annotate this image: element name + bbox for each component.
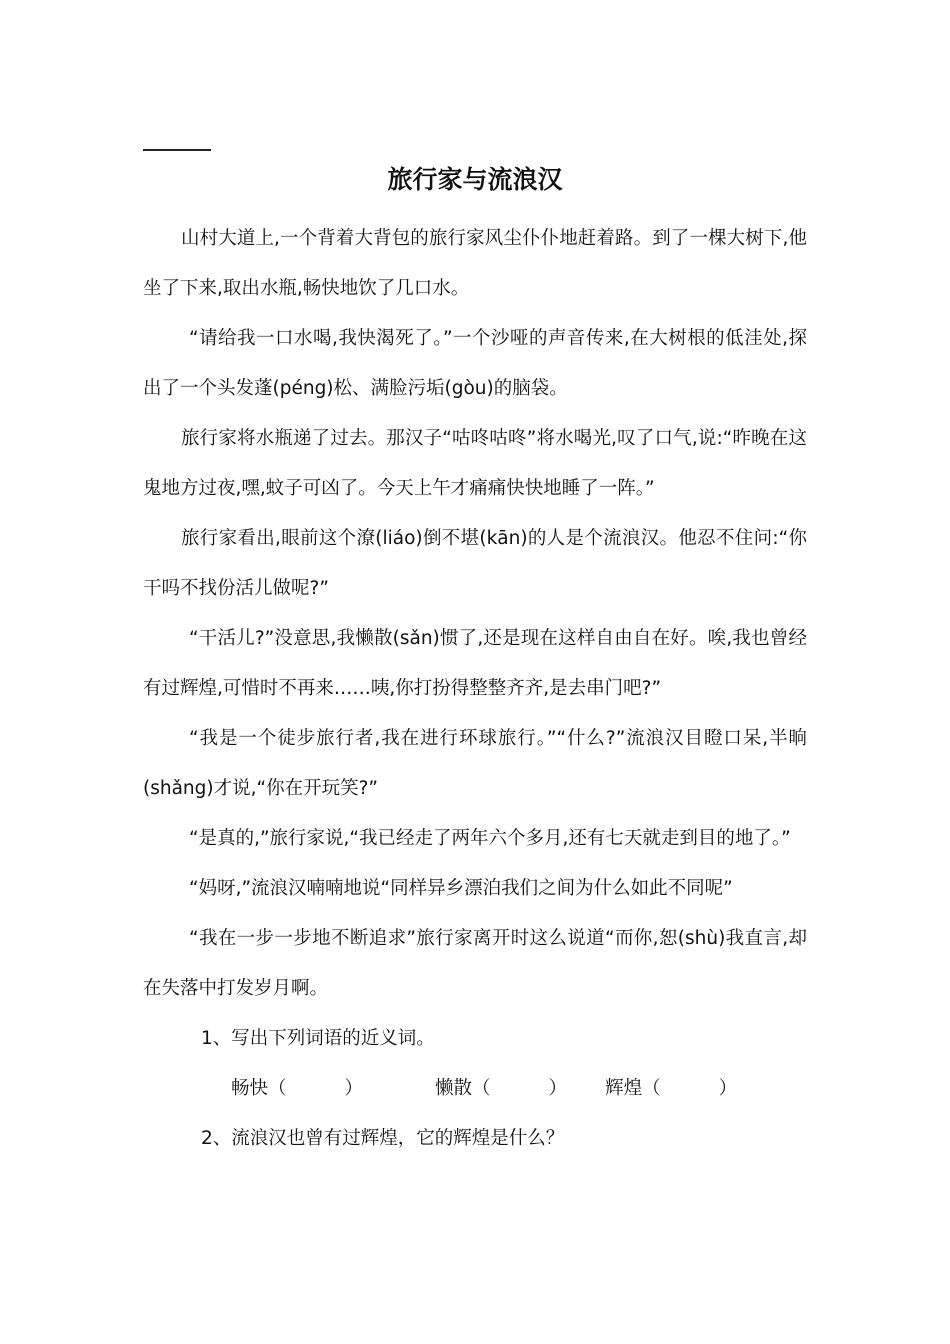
header-rule bbox=[143, 149, 211, 151]
paragraph-5: “干活儿?”没意思,我懒散(sǎn)惯了,还是现在这样自由自在好。唉,我也曾经有过辉煌,可惜时不再来……咦,你打扮得整整齐齐,是去串门吧?” bbox=[143, 628, 807, 699]
vocab-word: 辉煌（ bbox=[605, 1078, 661, 1099]
vocab-row bbox=[143, 1064, 807, 1114]
document-body bbox=[143, 214, 807, 1164]
paragraph-8: “妈呀,”流浪汉喃喃地说“同样异乡漂泊我们之间为什么如此不同呢” bbox=[189, 878, 733, 899]
paragraph-4: 旅行家看出,眼前这个潦(liáo)倒不堪(kān)的人是个流浪汉。他忍不住问:“你干吗不找份活儿做呢?” bbox=[143, 528, 807, 599]
paragraph-6: “我是一个徒步旅行者,我在进行环球旅行。”“什么?”流浪汉目瞪口呆,半晌(shǎng)才说,“你在开玩笑?” bbox=[143, 728, 807, 799]
vocab-word: 畅快（ bbox=[231, 1078, 287, 1099]
paragraph-1: 山村大道上,一个背着大背包的旅行家风尘仆仆地赶着路。到了一棵大树下,他坐了下来,取出水瓶,畅快地饮了几口水。 bbox=[143, 228, 807, 299]
paragraph-7: “是真的,”旅行家说,“我已经走了两年六个多月,还有七天就走到目的地了。” bbox=[189, 828, 791, 849]
paragraph-2: “请给我一口水喝,我快渴死了。”一个沙哑的声音传来,在大树根的低洼处,探出了一个头发蓬(péng)松、满脸污垢(gòu)的脑袋。 bbox=[143, 328, 807, 399]
vocab-close: ） bbox=[548, 1078, 568, 1099]
vocab-close: ） bbox=[344, 1078, 364, 1099]
paragraph-3: 旅行家将水瓶递了过去。那汉子“咕咚咕咚”将水喝光,叹了口气,说:“昨晚在这鬼地方过夜,嘿,蚊子可凶了。今天上午才痛痛快快地睡了一阵。” bbox=[143, 428, 807, 499]
answer-blank[interactable] bbox=[491, 1064, 549, 1114]
answer-blank[interactable] bbox=[661, 1064, 719, 1114]
vocab-item-3 bbox=[605, 1064, 737, 1114]
vocab-word: 懒散（ bbox=[435, 1078, 491, 1099]
question-1: 1、写出下列词语的近义词。 bbox=[201, 1028, 435, 1049]
vocab-item-2 bbox=[435, 1064, 567, 1114]
paragraph-9: “我在一步一步地不断追求”旅行家离开时这么说道“而你,恕(shù)我直言,却在失落中打发岁月啊。 bbox=[143, 928, 807, 999]
vocab-item-1 bbox=[231, 1064, 363, 1114]
answer-blank[interactable] bbox=[287, 1064, 345, 1114]
vocab-close: ） bbox=[718, 1078, 738, 1099]
question-2: 2、流浪汉也曾有过辉煌，它的辉煌是什么？ bbox=[201, 1128, 565, 1149]
document-title: 旅行家与流浪汉 bbox=[387, 165, 563, 194]
